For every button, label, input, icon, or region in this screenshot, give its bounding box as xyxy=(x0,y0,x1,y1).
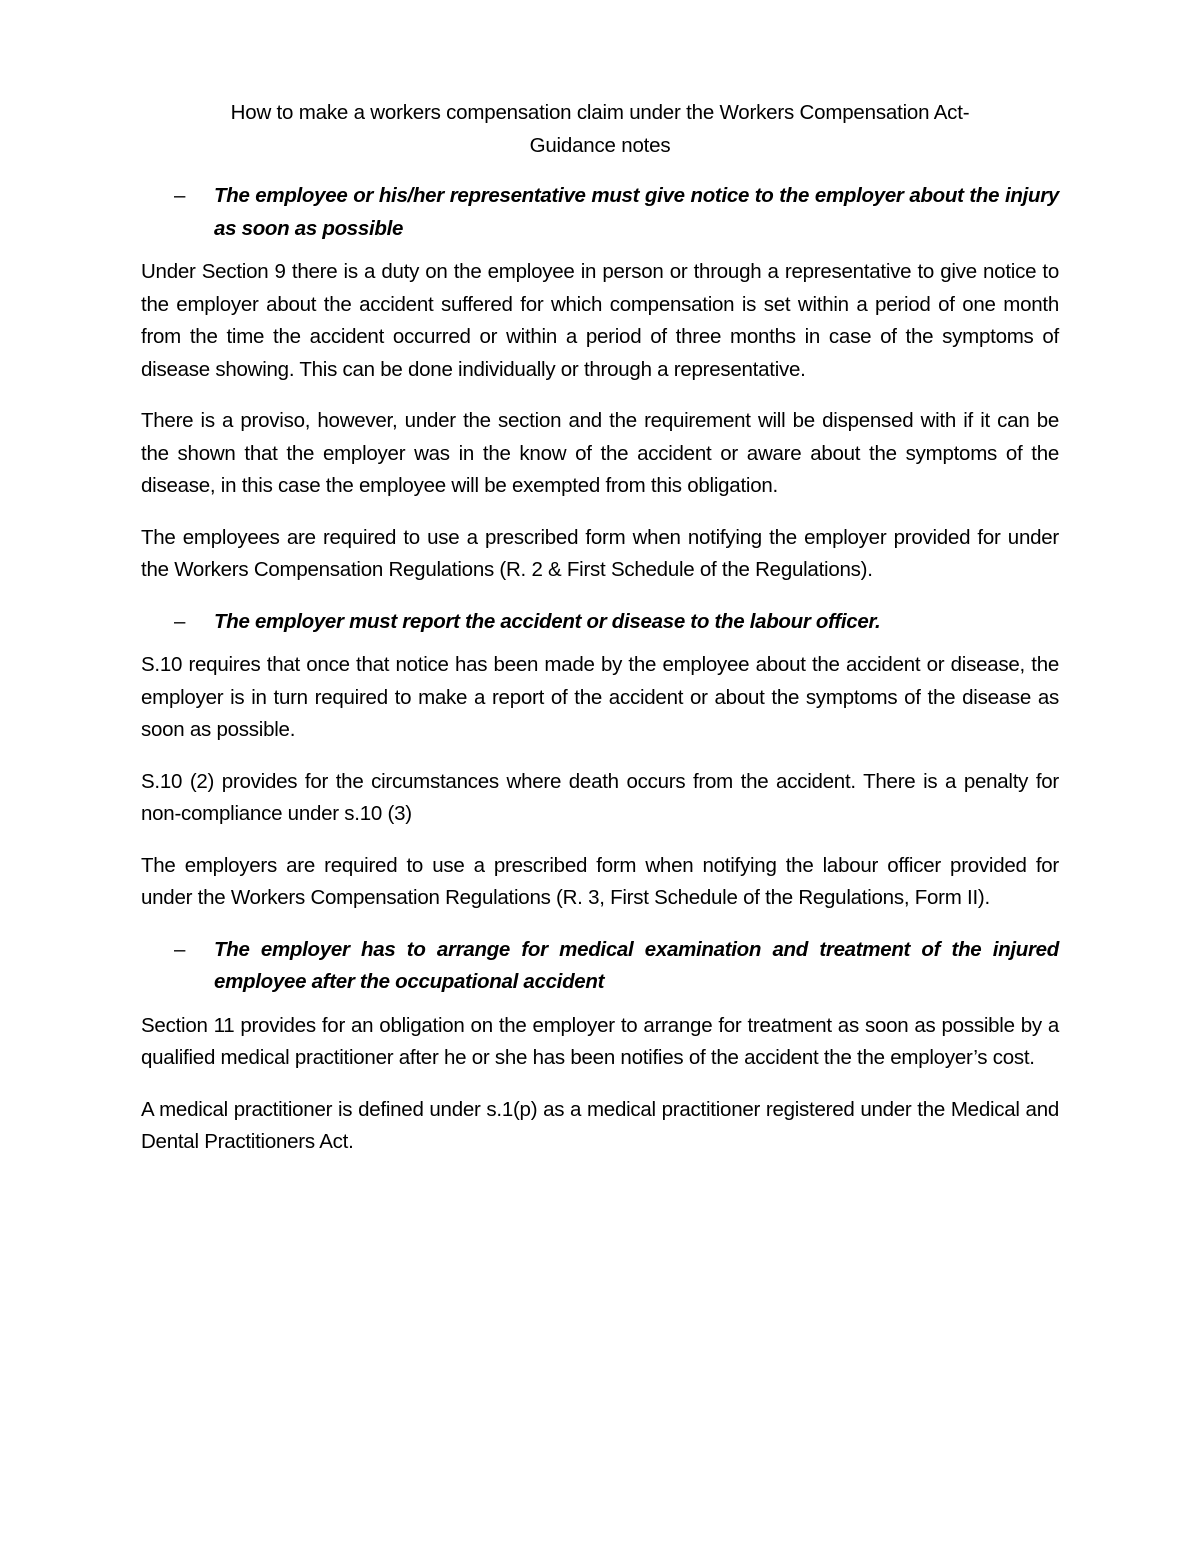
section-heading-notice xyxy=(141,180,1059,245)
section-heading-text: The employee or his/her representative must give notice to the employer about the injury as soon as possible xyxy=(214,184,1059,240)
paragraph: Under Section 9 there is a duty on the employee in person or through a representative to give notice to the employer about the accident suffered for which compensation is set within a period of one month from the time the accident occurred or within a period of three months in case of the symptoms of disease showing. This can be done individually or through a representative. xyxy=(141,260,1059,381)
section-heading-report xyxy=(141,606,1059,639)
dash-bullet: – xyxy=(174,609,186,633)
document-title xyxy=(141,96,1059,162)
paragraph: S.10 requires that once that notice has been made by the employee about the accident or disease, the employer is in turn required to make a report of the accident or about the symptoms of the disease as soon as possible. xyxy=(141,653,1059,741)
section-heading-medical xyxy=(141,934,1059,999)
section-heading-text: The employer must report the accident or disease to the labour officer. xyxy=(214,609,881,633)
title-line-2: Guidance notes xyxy=(529,134,671,157)
paragraph: There is a proviso, however, under the section and the requirement will be dispensed with if it can be the shown that the employer was in the know of the accident or aware about the symptoms of the disease, in this case the employee will be exempted from this obligation. xyxy=(141,409,1059,497)
paragraph: Section 11 provides for an obligation on the employer to arrange for treatment as soon as possible by a qualified medical practitioner after he or she has been notifies of the accident the the employer’s cost. xyxy=(141,1013,1059,1069)
paragraph: S.10 (2) provides for the circumstances where death occurs from the accident. There is a penalty for non-compliance under s.10 (3) xyxy=(141,769,1059,825)
paragraph: The employers are required to use a prescribed form when notifying the labour officer provided for under the Workers Compensation Regulations (R. 3, First Schedule of the Regulations, Form II). xyxy=(141,853,1059,909)
paragraph: A medical practitioner is defined under s.1(p) as a medical practitioner registered under the Medical and Dental Practitioners Act. xyxy=(141,1097,1059,1153)
dash-bullet: – xyxy=(174,184,186,207)
dash-bullet: – xyxy=(174,937,186,961)
title-line-1: How to make a workers compensation claim under the Workers Compensation Act- xyxy=(230,101,970,124)
document-page xyxy=(141,96,1059,1178)
paragraph: The employees are required to use a prescribed form when notifying the employer provided for under the Workers Compensation Regulations (R. 2 & First Schedule of the Regulations). xyxy=(141,525,1059,581)
section-heading-text: The employer has to arrange for medical examination and treatment of the injured employee after the occupational accident xyxy=(214,937,1059,993)
